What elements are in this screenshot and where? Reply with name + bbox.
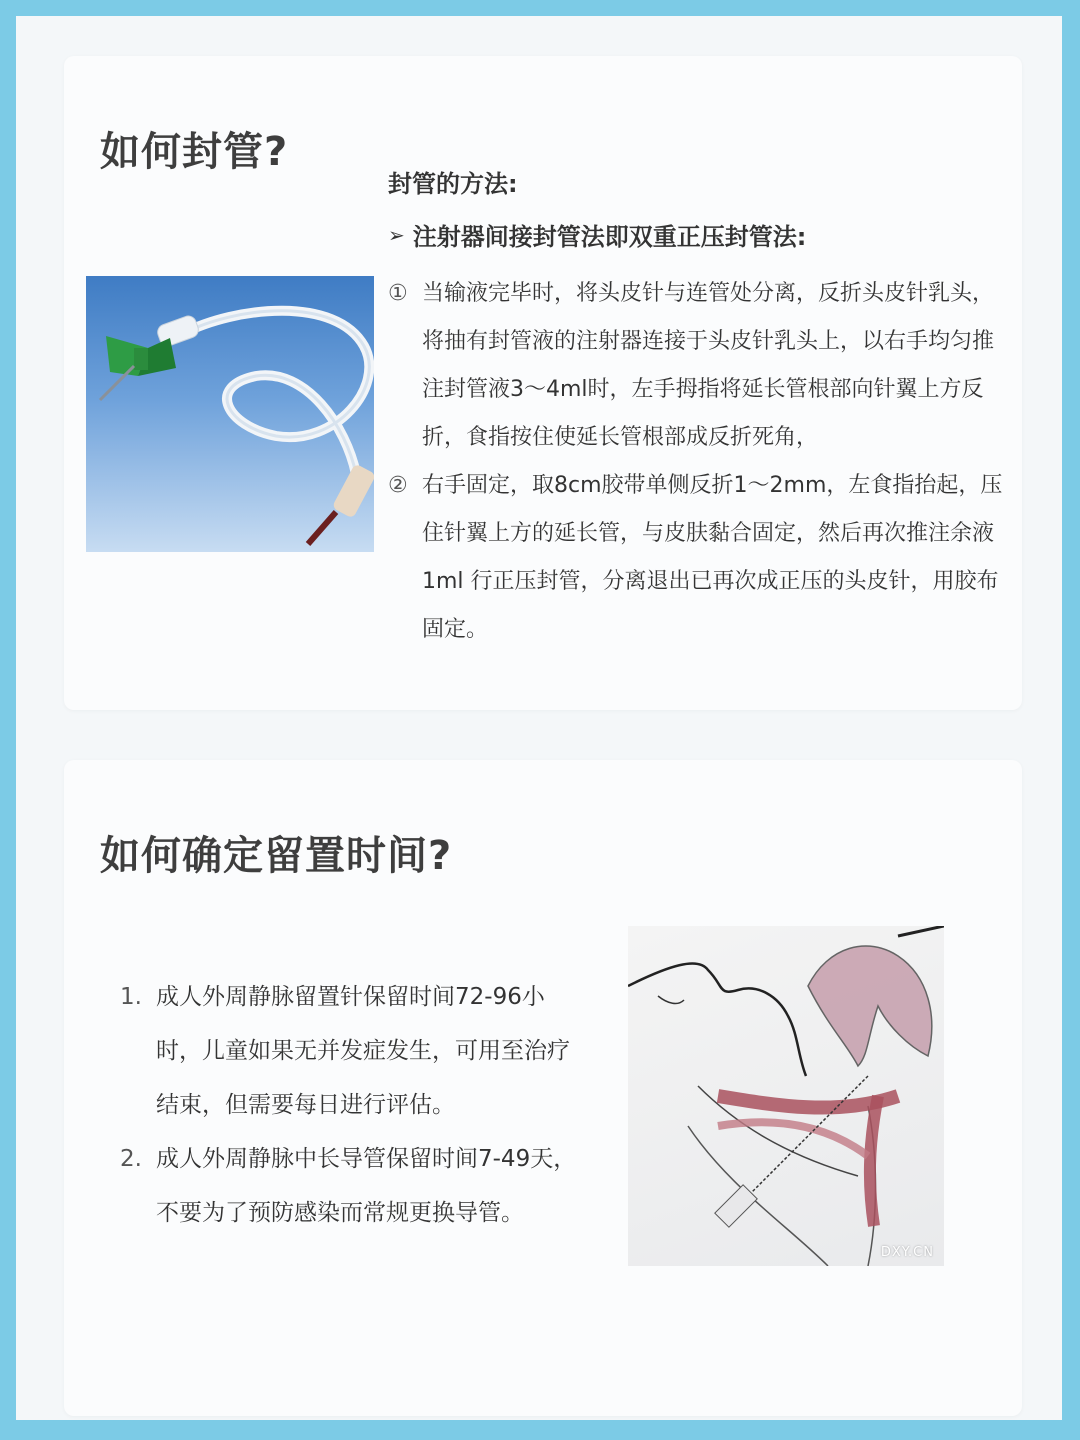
list-number: 2. xyxy=(120,1146,142,1172)
step-text: 右手固定，取8cm胶带单侧反折1～2mm，左食指抬起，压住针翼上方的延长管，与皮肤黏合固定，然后再次推注余液1ml 行正压封管，分离退出已再次成正压的头皮针，用胶布固定。 xyxy=(422,473,1003,642)
duration-card xyxy=(64,760,1022,1416)
page-frame xyxy=(16,16,1062,1420)
method-heading: 封管的方法: xyxy=(388,170,518,198)
list-item xyxy=(120,1132,588,1240)
neck-vein-image xyxy=(628,926,944,1266)
list-text: 成人外周静脉中长导管保留时间7-49天，不要为了预防感染而常规更换导管。 xyxy=(156,1146,577,1226)
list-text: 成人外周静脉留置针保留时间72-96小时，儿童如果无并发症发生，可用至治疗结束，但需要每日进行评估。 xyxy=(156,984,570,1118)
step-text: 当输液完毕时，将头皮针与连管处分离，反折头皮针乳头，将抽有封管液的注射器连接于头皮针乳头上，以右手均匀推注封管液3～4ml时，左手拇指将延长管根部向针翼上方反折，食指按住使延长管根部成反折死角， xyxy=(422,281,995,450)
method-subheading-row xyxy=(388,217,1008,252)
arrow-icon: ➢ xyxy=(388,222,405,247)
duration-list xyxy=(120,970,588,1240)
method-step xyxy=(388,270,1008,462)
list-item xyxy=(120,970,588,1132)
sealing-method xyxy=(388,164,1008,654)
method-step xyxy=(388,462,1008,654)
list-number: 1. xyxy=(120,984,142,1010)
sealing-title: 如何封管? xyxy=(100,129,289,175)
butterfly-needle-illustration xyxy=(86,276,374,552)
sealing-card xyxy=(64,56,1022,710)
watermark: DXY.CN xyxy=(880,1245,934,1260)
scalp-needle-image xyxy=(86,276,374,552)
neck-vein-illustration xyxy=(628,926,944,1266)
duration-title: 如何确定留置时间? xyxy=(100,833,453,879)
method-subheading: 注射器间接封管法即双重正压封管法: xyxy=(412,223,807,251)
step-marker: ① xyxy=(388,281,408,306)
step-marker: ② xyxy=(388,473,408,498)
